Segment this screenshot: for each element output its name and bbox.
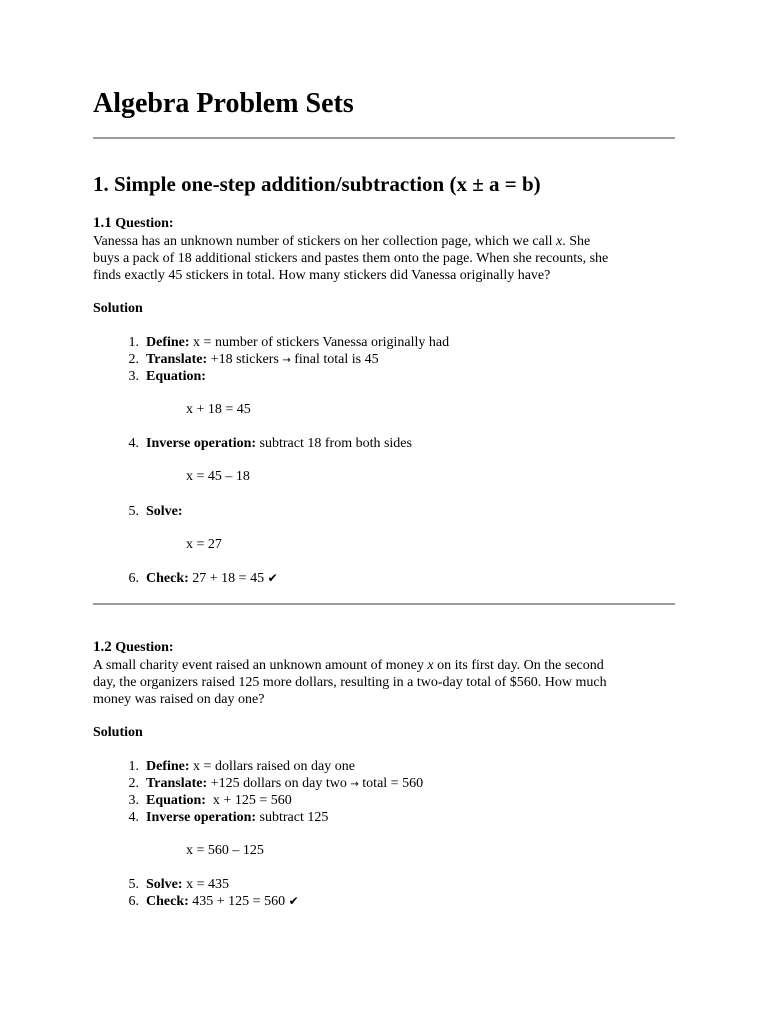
- arrow-icon: →: [282, 355, 291, 366]
- page-title: Algebra Problem Sets: [93, 88, 354, 119]
- question-label: Question:: [115, 640, 174, 655]
- list-item: 6. Check: 27 + 18 = 45 ✔: [128, 571, 278, 586]
- question-heading: [93, 639, 675, 656]
- list-item: 4. Inverse operation: subtract 125: [128, 810, 329, 825]
- equation: x = 560 – 125: [186, 843, 264, 858]
- problem-number: 1.1: [93, 215, 112, 231]
- list-item: 1. Define: x = number of stickers Vanessa originally had: [128, 335, 450, 350]
- problem-number: 1.2: [93, 639, 112, 655]
- section-divider: [93, 603, 675, 605]
- question-line: day, the organizers raised 125 more dollars, resulting in a two-day total of $560. How much: [93, 675, 607, 690]
- list-item: 4. Inverse operation: subtract 18 from both sides: [128, 436, 412, 451]
- list-item: 1. Define: x = dollars raised on day one: [128, 759, 355, 774]
- question-line: Vanessa has an unknown number of stickers on her collection page, which we call x. She: [93, 234, 591, 249]
- check-icon: ✔: [288, 894, 299, 908]
- list-item: 2. Translate: +18 stickers → final total is 45: [128, 352, 379, 367]
- question-line: buys a pack of 18 additional stickers and pastes them onto the page. When she recounts, she: [93, 251, 609, 266]
- solution-label: Solution: [93, 725, 143, 740]
- question-heading: [93, 215, 675, 232]
- check-icon: ✔: [267, 571, 278, 585]
- question-text: [93, 233, 675, 284]
- question-line: finds exactly 45 stickers in total. How many stickers did Vanessa originally have?: [93, 268, 551, 283]
- question-text: [93, 657, 675, 708]
- question-label: Question:: [115, 216, 174, 231]
- equation: x = 27: [186, 537, 222, 552]
- list-item: 3. Equation: x + 125 = 560: [128, 793, 292, 808]
- list-item: 2. Translate: +125 dollars on day two → total = 560: [128, 776, 424, 791]
- question-line: money was raised on day one?: [93, 692, 265, 707]
- title-divider: [93, 137, 675, 139]
- question-line: A small charity event raised an unknown amount of money x on its first day. On the second: [93, 658, 604, 673]
- list-item: 6. Check: 435 + 125 = 560 ✔: [128, 894, 299, 909]
- list-item: 3. Equation:: [128, 369, 206, 384]
- list-item: 5. Solve: x = 435: [128, 877, 229, 892]
- equation: x = 45 – 18: [186, 469, 250, 484]
- solution-label: Solution: [93, 301, 143, 316]
- equation: x + 18 = 45: [186, 402, 251, 417]
- section-heading: 1. Simple one-step addition/subtraction (x ± a = b): [93, 172, 541, 196]
- arrow-icon: →: [350, 779, 359, 790]
- list-item: 5. Solve:: [128, 504, 183, 519]
